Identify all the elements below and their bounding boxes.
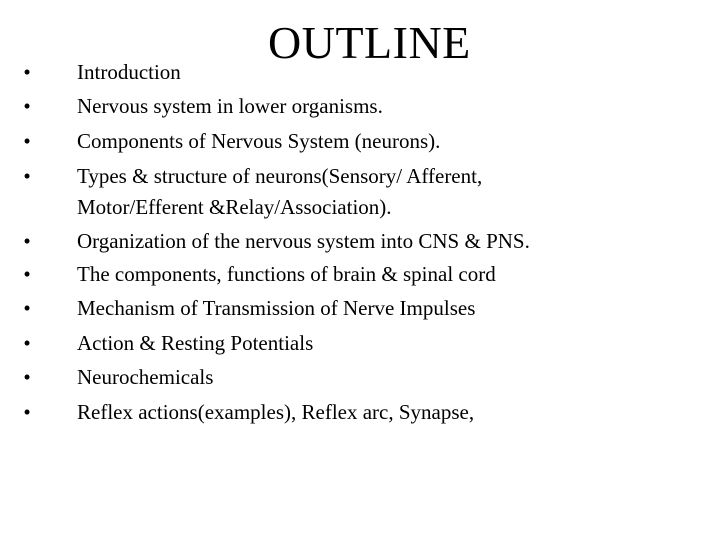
bullet-icon: • [23, 229, 31, 253]
list-item-text: Types & structure of neurons(Sensory/ Afferent, Motor/Efferent &Relay/Association). [77, 164, 483, 219]
slide-title: OUTLINE [268, 17, 471, 68]
list-item [0, 397, 700, 428]
list-item [0, 259, 700, 290]
list-item [0, 226, 700, 257]
list-item [0, 362, 700, 393]
list-item-text: Nervous system in lower organisms. [77, 94, 383, 118]
list-item [0, 57, 700, 88]
bullet-icon: • [23, 94, 31, 118]
bullet-icon: • [23, 164, 31, 188]
bullet-icon: • [23, 331, 31, 355]
list-item [0, 91, 700, 122]
list-item-text: Introduction [77, 60, 181, 84]
bullet-icon: • [23, 262, 31, 286]
bullet-icon: • [23, 129, 31, 153]
bullet-icon: • [23, 60, 31, 84]
bullet-icon: • [23, 400, 31, 424]
list-item-text: Reflex actions(examples), Reflex arc, Synapse, [77, 400, 475, 424]
list-item-text: Action & Resting Potentials [77, 331, 314, 355]
list-item-text: Neurochemicals [77, 365, 214, 389]
list-item-text: Components of Nervous System (neurons). [77, 129, 441, 153]
list-item [0, 328, 700, 359]
bullet-icon: • [23, 296, 31, 320]
list-item [0, 126, 700, 157]
list-item-text: Mechanism of Transmission of Nerve Impulses [77, 296, 476, 320]
list-item [0, 293, 700, 324]
list-item-text: The components, functions of brain & spinal cord [77, 262, 496, 286]
list-item-text: Organization of the nervous system into CNS & PNS. [77, 229, 530, 253]
bullet-icon: • [23, 365, 31, 389]
list-item [0, 161, 700, 223]
